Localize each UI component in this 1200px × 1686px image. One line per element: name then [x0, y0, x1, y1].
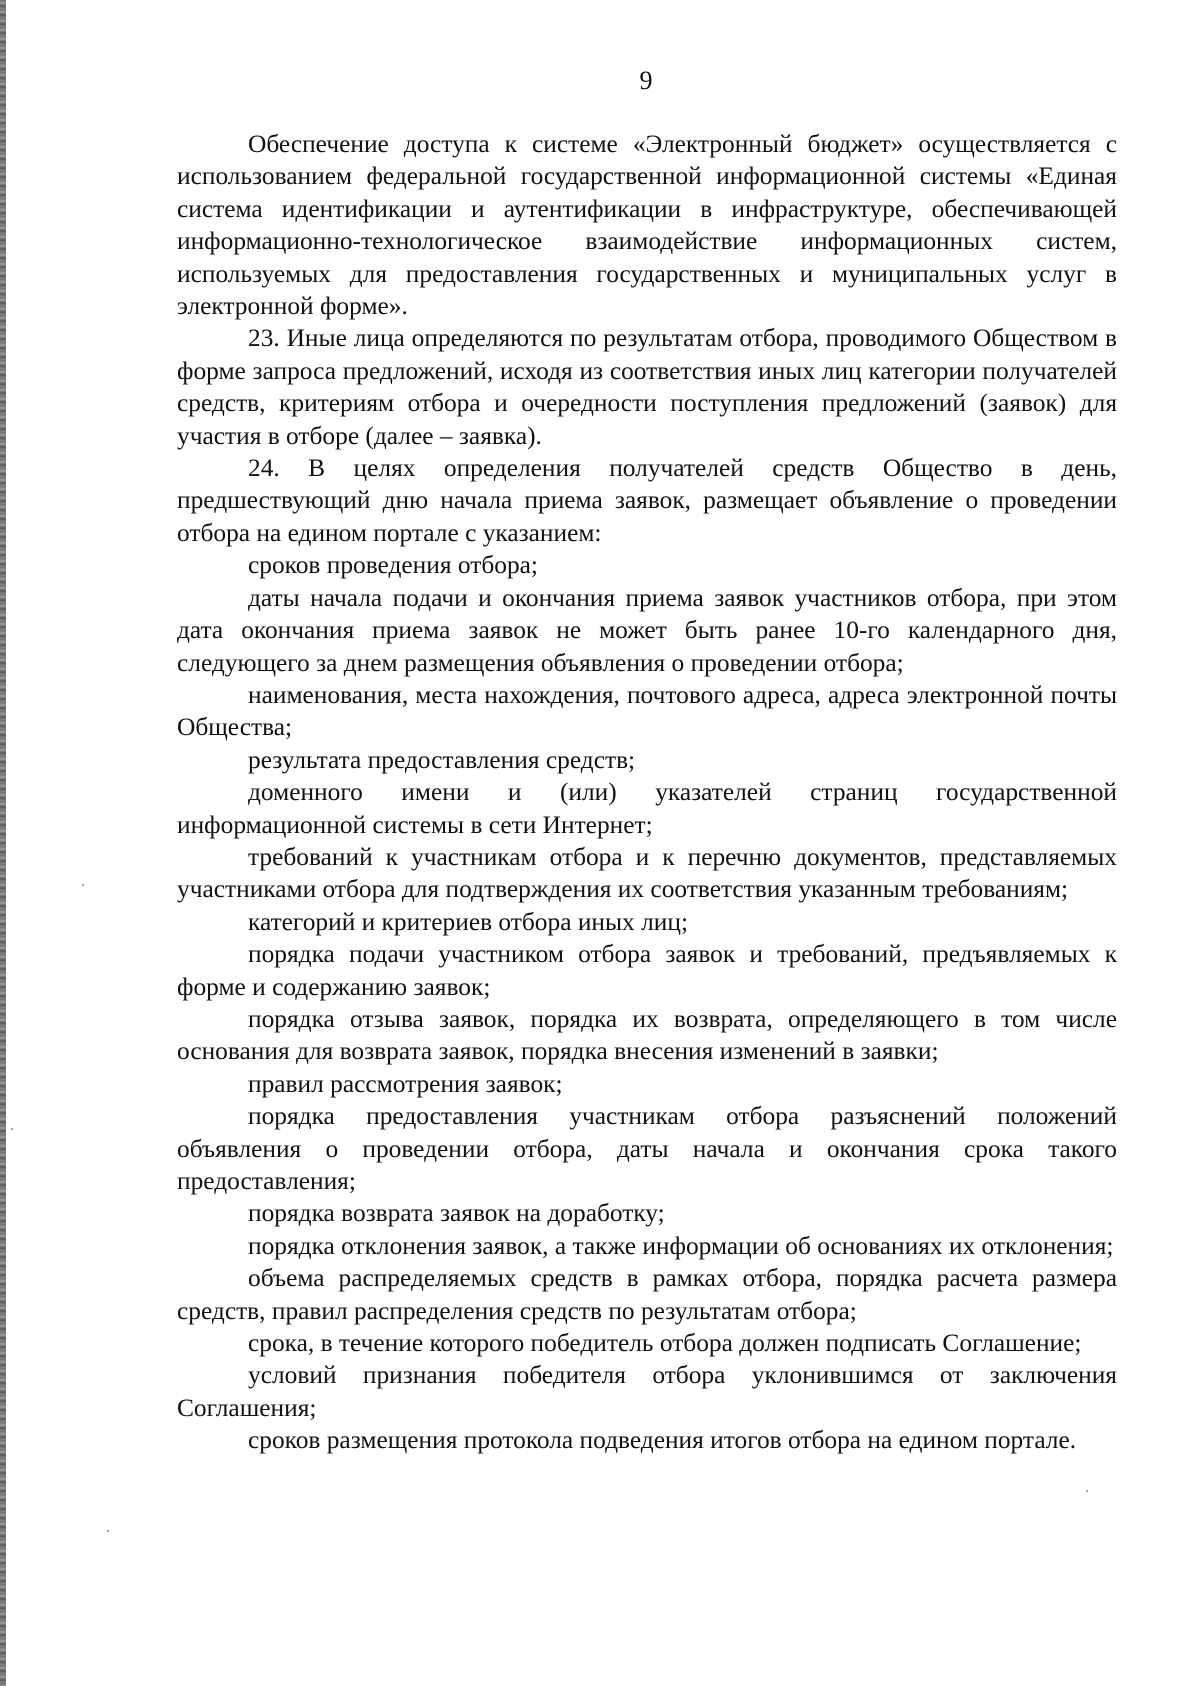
document-body	[177, 128, 1117, 1457]
list-item: порядка предоставления участникам отбора разъяснений положений объявления о проведении отбора, даты начала и окончания срока такого предоставления;	[177, 1102, 1117, 1195]
scan-speck	[82, 884, 84, 886]
scan-speck	[11, 1128, 13, 1130]
paragraph: 24. В целях определения получателей средств Общество в день, предшествующий дню начала приема заявок, размещает объявление о проведении отбора на едином портале с указанием:	[177, 454, 1117, 547]
scan-speck	[107, 1530, 109, 1532]
list-item: условий признания победителя отбора уклонившимся от заключения Соглашения;	[177, 1361, 1117, 1422]
scan-edge	[0, 0, 6, 1686]
page-number: 9	[639, 66, 653, 95]
list-item: требований к участникам отбора и к перечню документов, представляемых участниками отбора для подтверждения их соответствия указанным требованиям;	[177, 842, 1117, 904]
list-item: объема распределяемых средств в рамках отбора, порядка расчета размера средств, правил распределения средств по результатам отбора;	[177, 1264, 1117, 1325]
list-item: сроков проведения отбора;	[248, 551, 538, 580]
list-item: порядка отзыва заявок, порядка их возврата, определяющего в том числе основания для возврата заявок, порядка внесения изменений в заявки;	[177, 1004, 1117, 1066]
list-item: даты начала подачи и окончания приема заявок участников отбора, при этом дата окончания приема заявок не может быть ранее 10-го календарного дня, следующего за днем размещения объявления о проведении отбора;	[177, 583, 1117, 677]
list-item: наименования, места нахождения, почтового адреса, адреса электронной почты Общества;	[177, 680, 1117, 742]
paragraph: Обеспечение доступа к системе «Электронный бюджет» осуществляется с использованием федеральной государственной информационной системы «Единая система идентификации и аутентификации в инфраструктуре, обеспечивающей информационно-технологическое взаимодействие информационных систем, используемых для предоставления государственных и муниципальных услуг в электронной форме».	[177, 130, 1117, 321]
list-item: категорий и критериев отбора иных лиц;	[248, 907, 688, 936]
scan-speck	[1086, 1490, 1088, 1492]
paragraph: 23. Иные лица определяются по результатам отбора, проводимого Обществом в форме запроса предложений, исходя из соответствия иных лиц категории получателей средств, критериям отбора и очередности поступления предложений (заявок) для участия в отборе (далее – заявка).	[177, 324, 1117, 450]
list-item: сроков размещения протокола подведения итогов отбора на едином портале.	[248, 1426, 1077, 1455]
list-item: правил рассмотрения заявок;	[248, 1069, 563, 1098]
list-item: доменного имени и (или) указателей страниц государственной информационной системы в сети Интернет;	[177, 778, 1117, 839]
list-item: срока, в течение которого победитель отбора должен подписать Соглашение;	[248, 1329, 1082, 1358]
list-item: порядка возврата заявок на доработку;	[248, 1199, 665, 1228]
list-item: порядка отклонения заявок, а также информации об основаниях их отклонения;	[248, 1231, 1114, 1260]
list-item: порядка подачи участником отбора заявок и требований, предъявляемых к форме и содержанию заявок;	[177, 940, 1117, 1001]
list-item: результата предоставления средств;	[248, 745, 636, 774]
